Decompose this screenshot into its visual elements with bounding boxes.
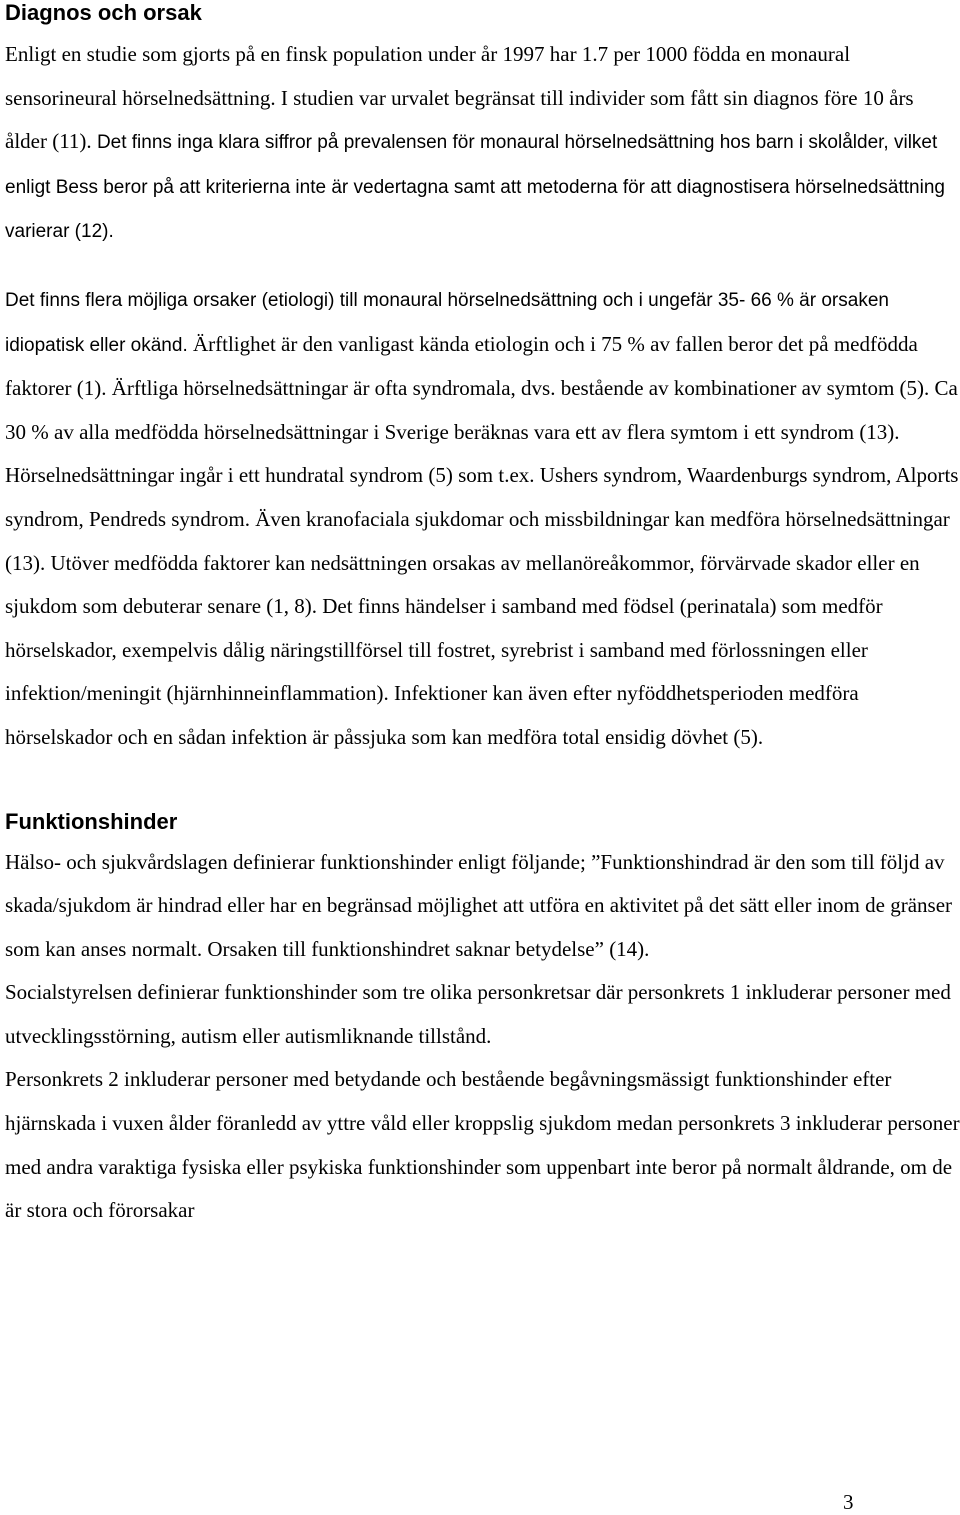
paragraph-etiology: [5, 278, 960, 760]
prevalence-serif-text: Enligt en studie som gjorts på en finsk population under år 1997 har 1.7 per 1000 födda en monaural sensorineural hörselnedsättning. I studien var urvalet begränsat till individer som fått sin diagnos före 10 års ålder (11).: [5, 42, 914, 154]
paragraph-personkrets-2-3: Personkrets 2 inkluderar personer med betydande och bestående begåvningsmässigt funktionshinder efter hjärnskada i vuxen ålder föranledd av yttre våld eller kroppslig sjukdom medan personkrets 3 inkluderar personer med andra varaktiga fysiska eller psykiska funktionshinder som uppenbart inte beror på normalt åldrande, om de är stora och förorsakar: [5, 1067, 960, 1223]
page-number: 3: [843, 1490, 854, 1514]
etiology-sans-text: Det finns flera möjliga orsaker (etiologi) till monaural hörselnedsättning och i ungefär 35- 66 % är orsaken idiopatisk eller okänd.: [5, 289, 889, 356]
paragraph-definition-law: Hälso- och sjukvårdslagen definierar funktionshinder enligt följande; ”Funktionshindrad är den som till följd av skada/sjukdom är hindrad eller har en begränsad möjlighet att utföra en aktivitet på det sätt eller inom de gränser som kan anses normalt. Orsaken till funktionshindret saknar betydelse” (14).: [5, 849, 953, 961]
section-heading-funktionshinder: Funktionshinder: [5, 808, 178, 834]
section-heading-diagnos: Diagnos och orsak: [5, 0, 202, 25]
document-page: [5, 0, 960, 1233]
paragraph-personkrets-1: Socialstyrelsen definierar funktionshinder som tre olika personkretsar där personkrets 1 inkluderar personer med utvecklingsstörning, autism eller autismliknande tillstånd.: [5, 980, 951, 1048]
etiology-serif-text: Ärftlighet är den vanligast kända etiologin och i 75 % av fallen beror det på medfödda faktorer (1). Ärftliga hörselnedsättningar är ofta syndromala, dvs. bestående av kombinationer av symtom (5). Ca 30 % av alla medfödda hörselnedsättningar i Sverige beräknas vara ett av flera symtom i ett syndrom (13). Hörselnedsättningar ingår i ett hundratal syndrom (5) som t.ex. Ushers syndrom, Waardenburgs syndrom, Alports syndrom, Pendreds syndrom. Även kranofaciala sjukdomar och missbildningar kan medföra hörselnedsättningar (13). Utöver medfödda faktorer kan nedsättningen orsakas av mellanöreåkommor, förvärvade skador eller en sjukdom som debuterar senare (1, 8). Det finns händelser i samband med födsel (perinatala) som medför hörselskador, exempelvis dålig näringstillförsel till fostret, syrebrist i samband med förlossningen eller infektion/meningit (hjärnhinneinflammation). Infektioner kan även efter nyföddhetsperioden medföra hörselskador och en sådan infektion är påssjuka som kan medföra total ensidig dövhet (5).: [5, 331, 959, 749]
prevalence-sans-text: Det finns inga klara siffror på prevalensen för monaural hörselnedsättning hos barn i skolålder, vilket enligt Bess beror på att kriterierna inte är vedertagna samt att metoderna för att diagnostisera hörselnedsättning varierar (12).: [5, 132, 945, 243]
paragraph-prevalence: [5, 33, 960, 254]
